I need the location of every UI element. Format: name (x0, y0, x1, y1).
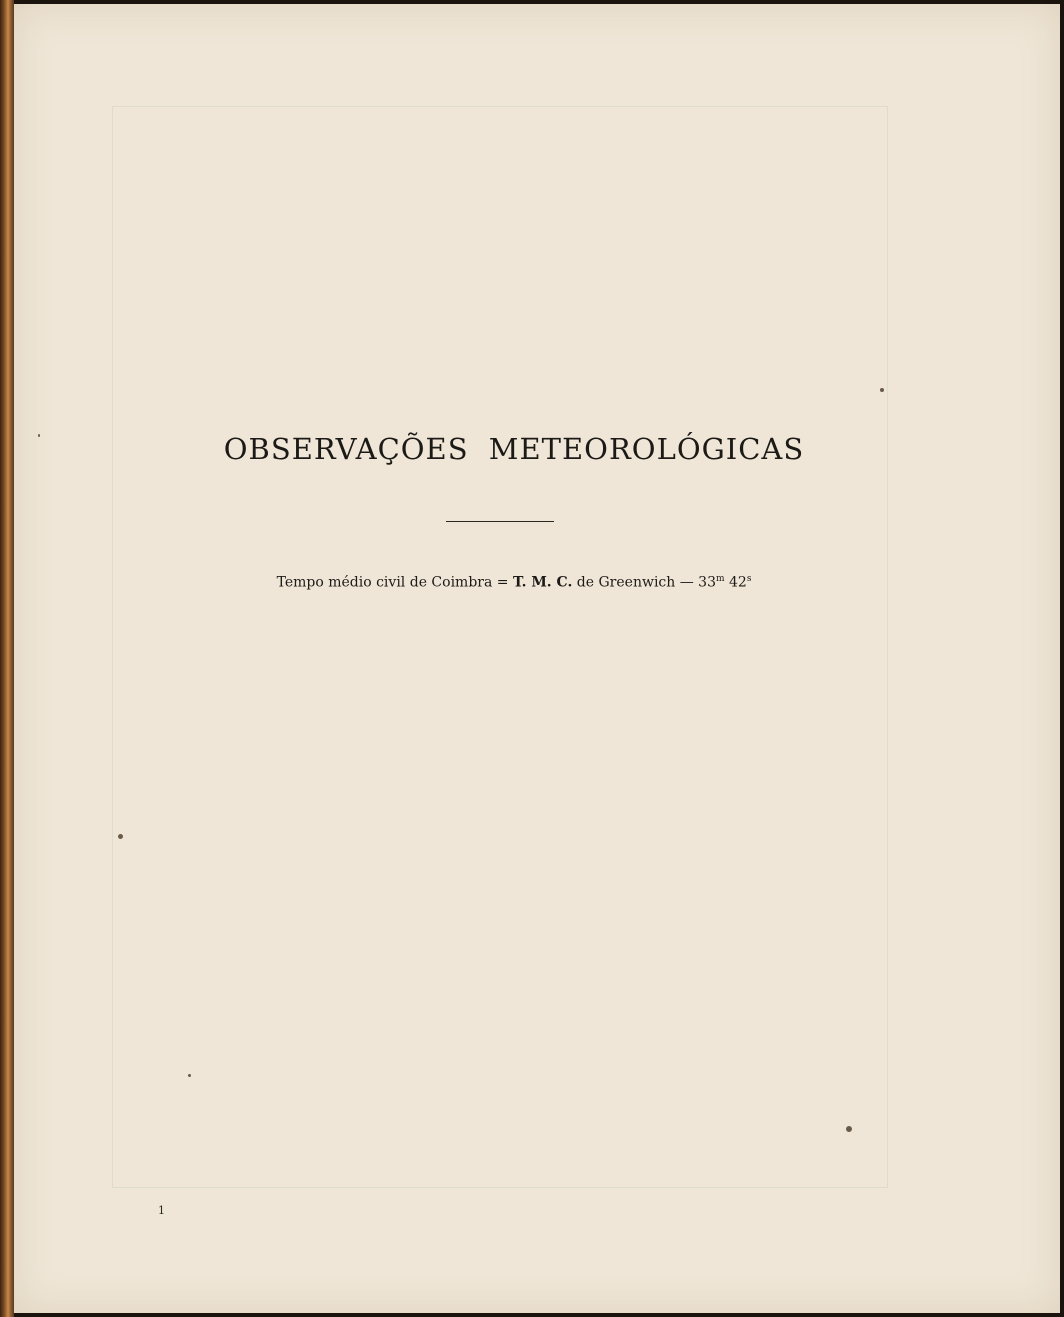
paper-speck (188, 1074, 191, 1077)
seconds-unit: s (746, 574, 752, 584)
page-title: OBSERVAÇÕES METEOROLÓGICAS (223, 432, 805, 466)
minutes-unit: m (716, 574, 725, 584)
paper-speck (846, 1126, 852, 1132)
book-spine-edge (0, 0, 14, 1317)
seconds-value: 42 (724, 574, 747, 591)
subtitle-text-part3: de Greenwich — 33 (572, 574, 716, 591)
paper-speck (118, 834, 123, 839)
subtitle-text-tmc: T. M. C. (512, 574, 573, 591)
paper-speck (880, 388, 884, 392)
page-sheet (14, 4, 1060, 1313)
time-reference-line (14, 574, 1014, 591)
paper-speck (38, 434, 40, 437)
show-through-table-frame (112, 106, 888, 1188)
signature-mark: 1 (158, 1204, 165, 1217)
title-rule-divider (446, 521, 554, 522)
subtitle-text-part1: Tempo médio civil de Coimbra = (276, 574, 513, 591)
